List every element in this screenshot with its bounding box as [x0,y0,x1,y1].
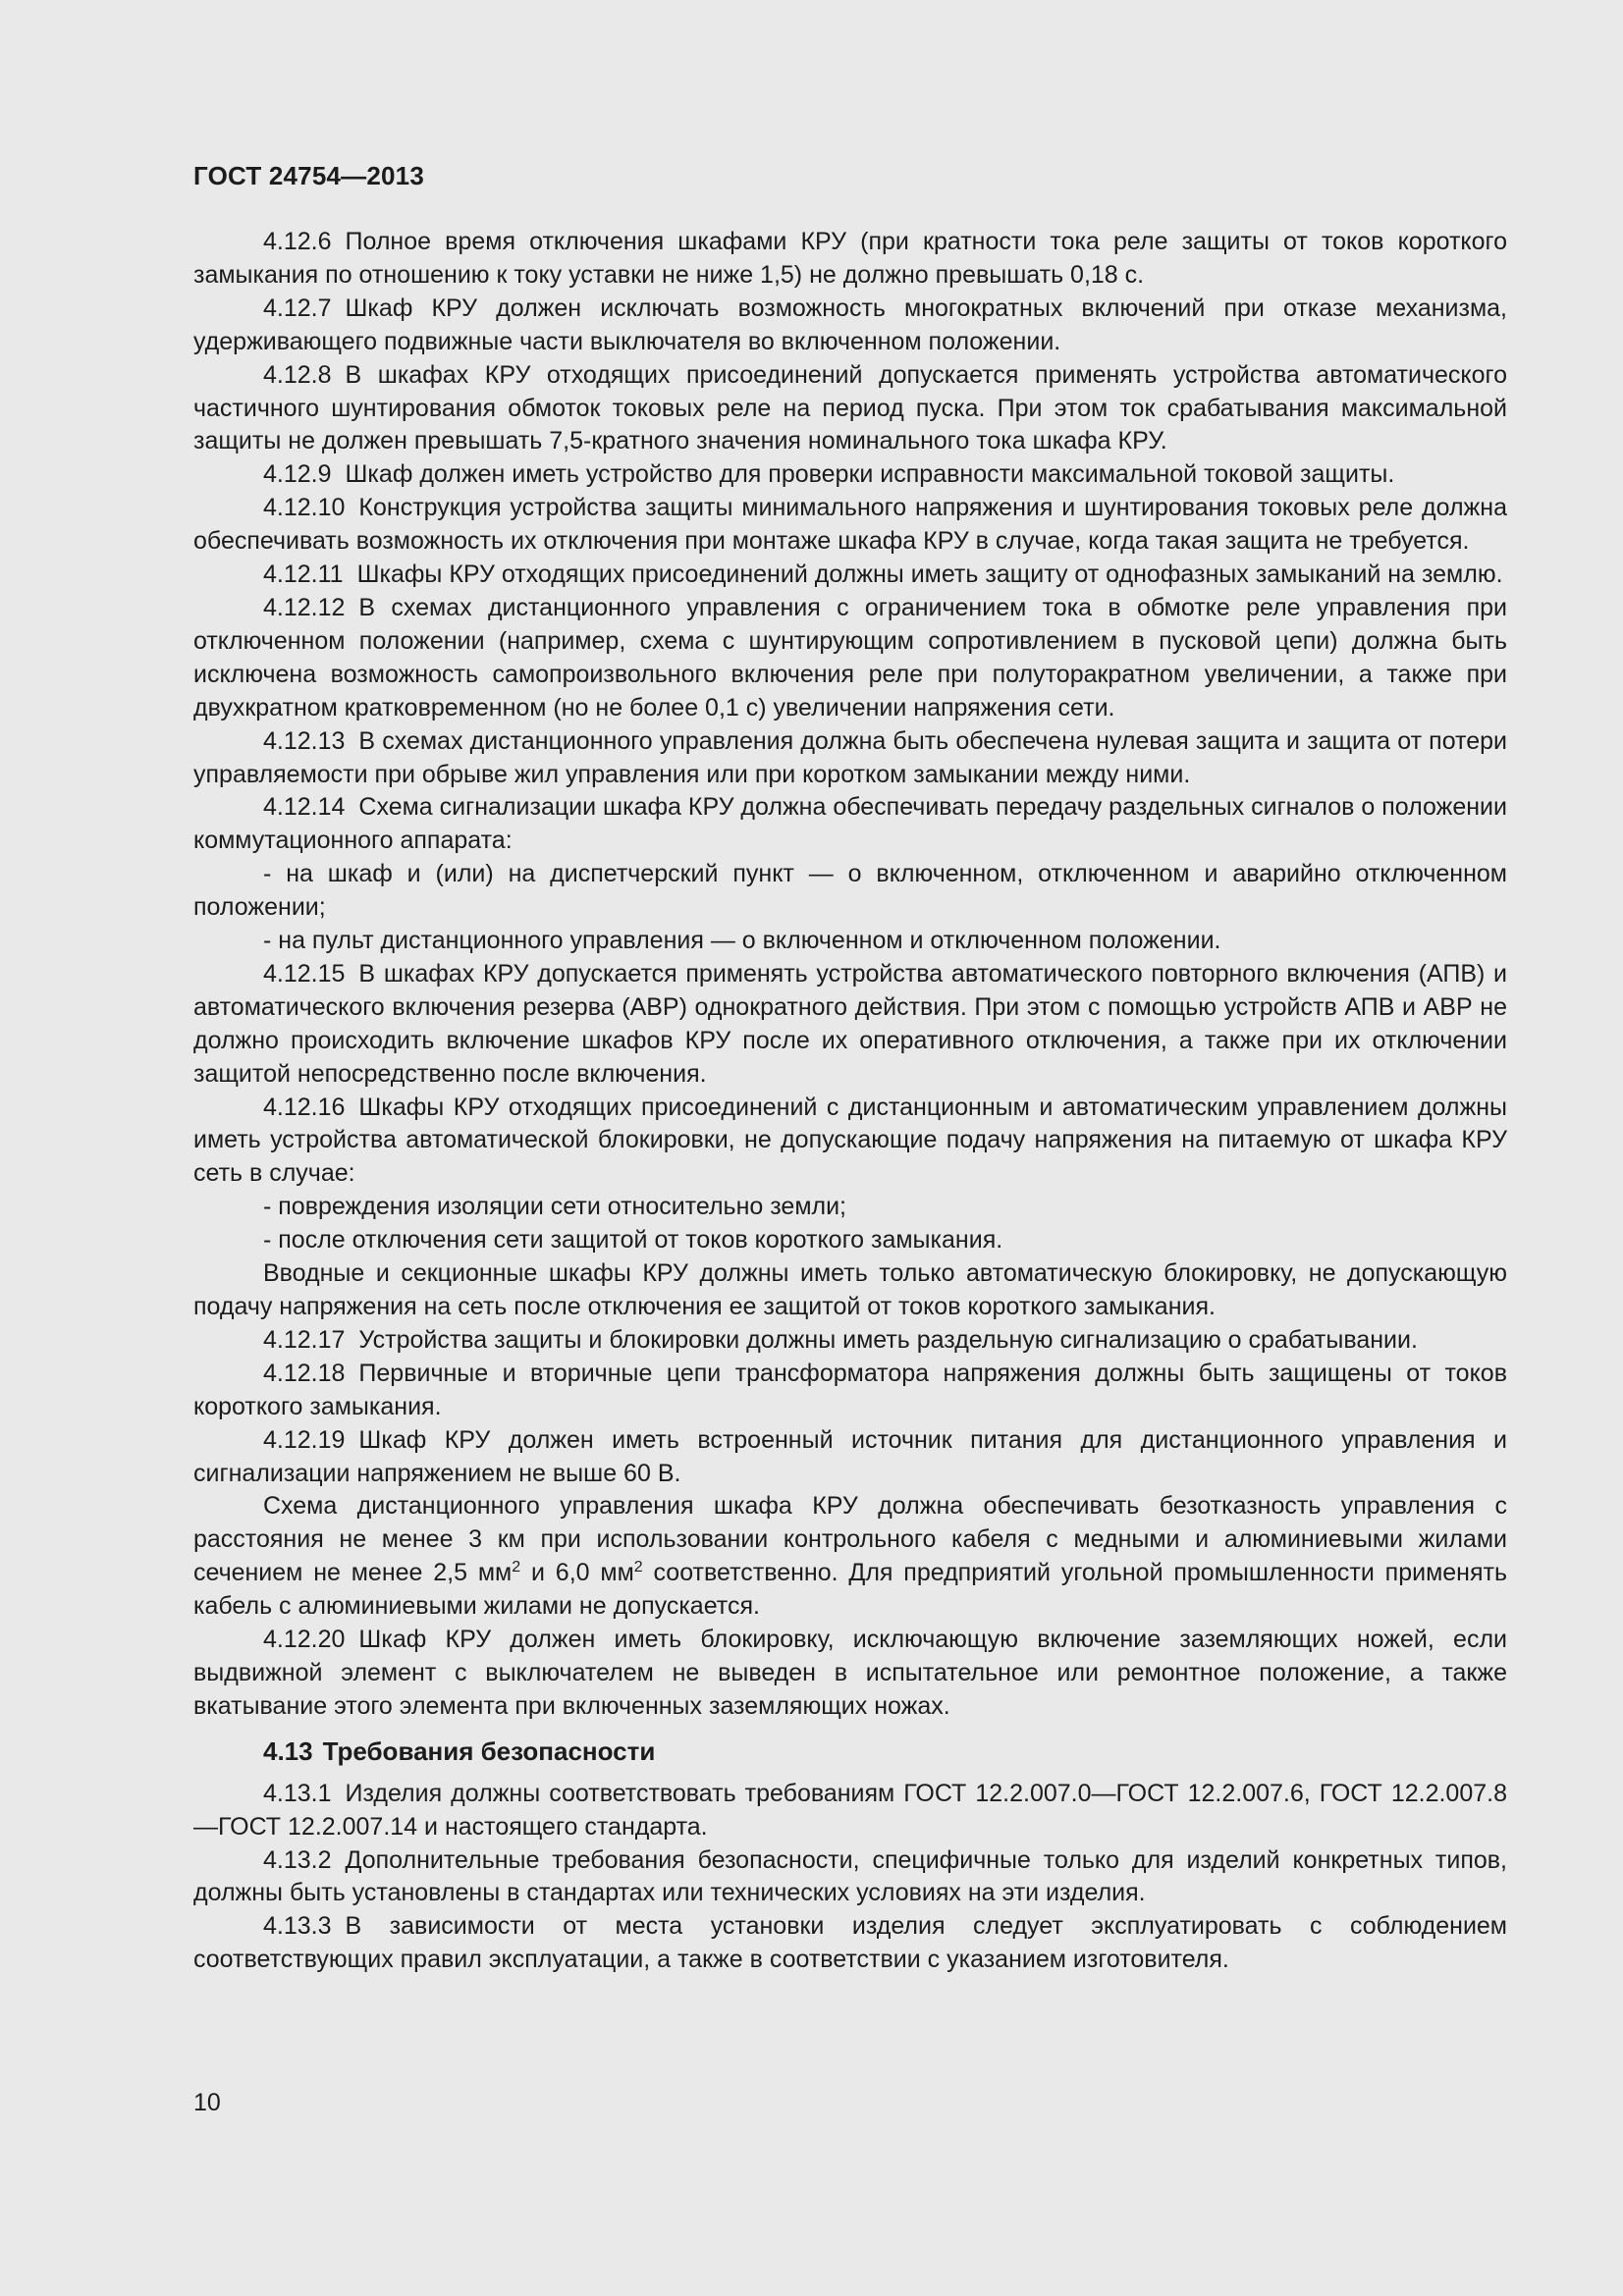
section-title-text: Требования безопасности [322,1735,656,1766]
clause-number: 4.12.12 [263,593,346,621]
clause-number: 4.12.14 [263,793,346,822]
clause-number: 4.12.20 [263,1626,346,1654]
clause-number: 4.12.6 [263,228,332,255]
list-item [193,1191,1507,1224]
paragraph-4-12-13 [193,725,1507,792]
clause-text: Первичные и вторичные цепи трансформатора напряжения должны быть защищены от токов короткого замыкания. [193,1359,1507,1420]
clause-number: 4.13.3 [263,1912,332,1941]
clause-number: 4.12.13 [263,726,346,755]
paragraph-4-12-14 [193,791,1507,858]
clause-number: 4.12.18 [263,1359,346,1387]
paragraph-4-12-19 [193,1424,1507,1491]
paragraph-4-12-12 [193,592,1507,725]
clause-text: В схемах дистанционного управления должна быть обеспечена нулевая защита и защита от потери управляемости при обрыве жил управления или при коротком замыкании между ними. [193,726,1507,788]
document-body [193,226,1507,1977]
paragraph-4-12-16 [193,1092,1507,1192]
paragraph-4-12-11 [193,559,1507,592]
paragraph-4-13-2 [193,1844,1507,1911]
paragraph-4-12-6 [193,226,1507,293]
clause-text: В шкафах КРУ допускается применять устройства автоматического повторного включения (АПВ) и автоматического включения резерва (АВР) однократного действия. При этом с помощью устройств АПВ и АВР не должно происходить включение шкафов КРУ после их оперативного отключения, а также при их отключении защитой непосредственно после включения. [193,959,1507,1088]
paragraph-text-part: соответственно. Для предприятий угольной промышленности применять кабель с алюминиевыми жилами не допускается. [193,1559,1507,1621]
list-item [193,925,1507,958]
paragraph-4-12-8 [193,359,1507,459]
clause-text: Конструкция устройства защиты минимального напряжения и шунтирования токовых реле должна обеспечивать возможность их отключения при монтаже шкафа КРУ в случае, когда такая защита не требуется. [193,494,1507,556]
paragraph-4-13-1 [193,1778,1507,1844]
list-item-text: - после отключения сети защитой от токов короткого замыкания. [263,1226,1003,1255]
clause-number: 4.12.17 [263,1325,346,1354]
paragraph-4-13-3 [193,1910,1507,1977]
clause-text: Дополнительные требования безопасности, специфичные только для изделий конкретных типов, должны быть установлены в стандартах или технических условиях на эти изделия. [193,1845,1507,1907]
clause-text: В шкафах КРУ отходящих присоединений допускается применять устройства автоматического частичного шунтирования обмоток токовых реле на период пуска. При этом ток срабатывания максимальной защиты не должен превышать 7,5-кратного значения номинального тока шкафа КРУ. [193,360,1507,455]
superscript: 2 [633,1559,643,1576]
clause-text: Изделия должны соответствовать требованиям ГОСТ 12.2.007.0—ГОСТ 12.2.007.6, ГОСТ 12.2.007.8—ГОСТ 12.2.007.14 и настоящего стандарта. [193,1779,1507,1841]
paragraph-4-12-10 [193,492,1507,559]
clause-text: Шкаф должен иметь устройство для проверки исправности максимальной токовой защиты. [345,460,1395,489]
clause-text: В схемах дистанционного управления с ограничением тока в обмотке реле управления при отключенном положении (например, схема с шунтирующим сопротивлением в пусковой цепи) должна быть исключена возможность самопроизвольного включения реле при полуторакратном увеличении, а также при двухкратном кратковременном (но не более 0,1 с) увеличении напряжения сети. [193,593,1507,721]
clause-number: 4.12.8 [263,360,332,389]
paragraph-4-12-15 [193,958,1507,1092]
clause-number: 4.12.10 [263,494,346,522]
clause-number: 4.12.19 [263,1425,346,1454]
section-heading [193,1735,1507,1769]
list-item [193,1224,1507,1257]
list-item [193,858,1507,925]
clause-text: В зависимости от места установки изделия следует эксплуатировать с соблюдением соответствующих правил эксплуатации, а также в соответствии с указанием изготовителя. [193,1912,1507,1974]
paragraph-text: Вводные и секционные шкафы КРУ должны иметь только автоматическую блокировку, не допускающую подачу напряжения на сеть после отключения ее защитой от токов короткого замыкания. [193,1259,1507,1320]
clause-number: 4.12.15 [263,959,346,988]
paragraph-4-12-20 [193,1624,1507,1724]
clause-number: 4.12.7 [263,294,332,322]
document-header: ГОСТ 24754—2013 [193,161,424,190]
clause-text: Схема сигнализации шкафа КРУ должна обеспечивать передачу раздельных сигналов о положении коммутационного аппарата: [193,793,1507,855]
section-number: 4.13 [263,1735,313,1766]
list-item-text: - повреждения изоляции сети относительно земли; [263,1193,847,1221]
page-number: 10 [193,2089,221,2116]
clause-number: 4.12.9 [263,460,332,489]
paragraph-cable-requirements [193,1490,1507,1624]
clause-text: Шкаф КРУ должен иметь блокировку, исключающую включение заземляющих ножей, если выдвижной элемент с выключателем не выведен в испытательное или ремонтное положение, а также вкатывание этого элемента при включенных заземляющих ножах. [193,1626,1507,1720]
clause-number: 4.13.2 [263,1845,332,1874]
paragraph-4-12-9 [193,458,1507,492]
clause-text: Шкафы КРУ отходящих присоединений с дистанционным и автоматическим управлением должны иметь устройства автоматической блокировки, не допускающие подачу напряжения на питаемую от шкафа КРУ сеть в случае: [193,1093,1507,1188]
superscript: 2 [512,1559,521,1576]
paragraph-4-12-17 [193,1324,1507,1358]
clause-text: Шкаф КРУ должен исключать возможность многократных включений при отказе механизма, удерживающего подвижные части выключателя во включенном положении. [193,294,1507,355]
list-item-text: - на пульт дистанционного управления — о включенном и отключенном положении. [263,927,1221,955]
clause-number: 4.12.11 [263,561,344,589]
clause-text: Шкафы КРУ отходящих присоединений должны иметь защиту от однофазных замыканий на землю. [356,561,1503,589]
clause-number: 4.13.1 [263,1779,332,1807]
paragraph-4-12-18 [193,1358,1507,1424]
clause-text: Шкаф КРУ должен иметь встроенный источник питания для дистанционного управления и сигнализации напряжением не выше 60 В. [193,1425,1507,1487]
list-item-text: - на шкаф и (или) на диспетчерский пункт — о включенном, отключенном и аварийно отключенном положении; [193,860,1507,922]
paragraph-text-part: и 6,0 мм [520,1559,634,1587]
clause-number: 4.12.16 [263,1093,346,1121]
clause-text: Полное время отключения шкафами КРУ (при кратности тока реле защиты от токов короткого замыкания по отношению к току уставки не ниже 1,5) не должно превышать 0,18 с. [193,228,1507,289]
paragraph-text-part: Схема дистанционного управления шкафа КРУ должна обеспечивать безотказность управления с расстояния не менее 3 км при использовании контрольного кабеля с медными и алюминиевыми жилами сечением не менее 2,5 мм [193,1492,1507,1587]
clause-text: Устройства защиты и блокировки должны иметь раздельную сигнализацию о срабатывании. [358,1325,1418,1354]
paragraph-4-12-7 [193,293,1507,359]
paragraph-input-cabinets [193,1257,1507,1324]
